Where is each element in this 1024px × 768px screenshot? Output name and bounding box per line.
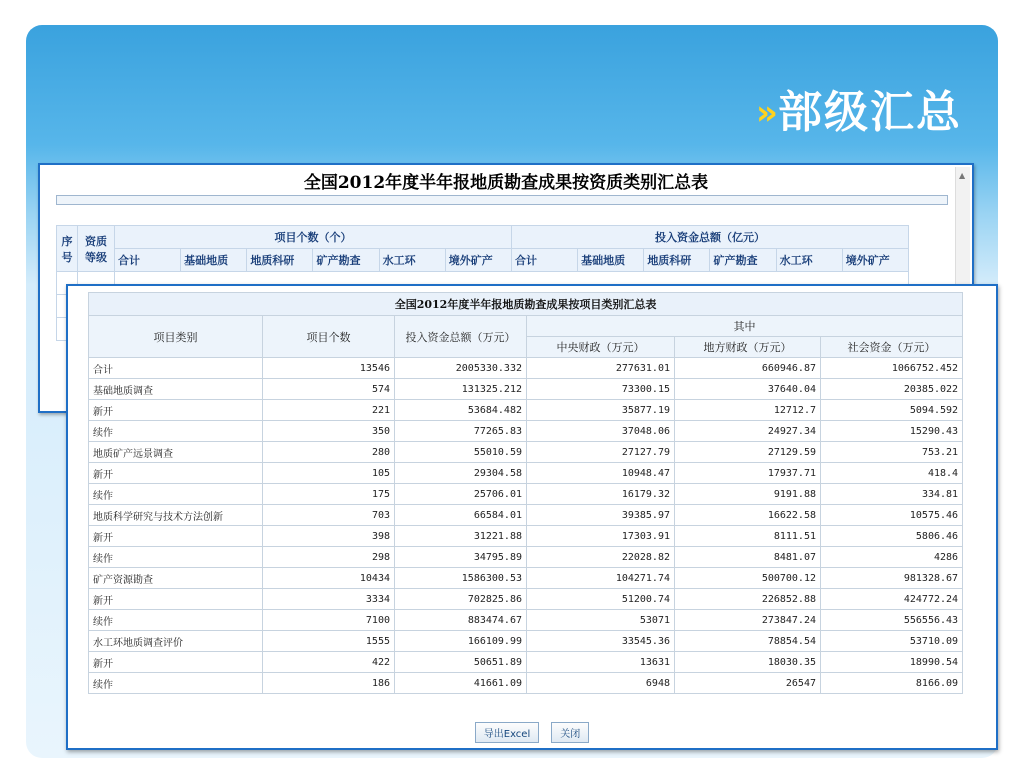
back-toolbar-bar — [56, 195, 948, 205]
total-cell: 702825.86 — [395, 589, 527, 610]
total-cell: 77265.83 — [395, 421, 527, 442]
count-sub-header: 基础地质 — [181, 249, 247, 272]
funds-sub-header: 矿产勘查 — [710, 249, 776, 272]
table-row — [89, 568, 963, 589]
table-row — [89, 442, 963, 463]
funds-sub-header: 合计 — [512, 249, 578, 272]
count-header: 项目个数 — [263, 316, 395, 358]
back-sub-header-row — [57, 249, 909, 272]
category-cell: 续作 — [89, 484, 263, 505]
social-cell: 556556.43 — [821, 610, 963, 631]
total-cell: 2005330.332 — [395, 358, 527, 379]
total-cell: 29304.58 — [395, 463, 527, 484]
social-header: 社会资金（万元） — [821, 337, 963, 358]
local-cell: 24927.34 — [675, 421, 821, 442]
count-cell: 350 — [263, 421, 395, 442]
local-cell: 16622.58 — [675, 505, 821, 526]
total-cell: 41661.09 — [395, 673, 527, 694]
central-cell: 17303.91 — [527, 526, 675, 547]
social-cell: 5806.46 — [821, 526, 963, 547]
table-row — [89, 484, 963, 505]
table-row — [89, 526, 963, 547]
count-cell: 398 — [263, 526, 395, 547]
total-cell: 34795.89 — [395, 547, 527, 568]
local-cell: 9191.88 — [675, 484, 821, 505]
category-cell: 新开 — [89, 463, 263, 484]
table-row — [89, 631, 963, 652]
social-cell: 15290.43 — [821, 421, 963, 442]
local-cell: 273847.24 — [675, 610, 821, 631]
funds-sub-header: 水工环 — [776, 249, 842, 272]
count-cell: 280 — [263, 442, 395, 463]
of-which-header: 其中 — [527, 316, 963, 337]
local-cell: 226852.88 — [675, 589, 821, 610]
front-table-body — [89, 358, 963, 694]
social-cell: 18990.54 — [821, 652, 963, 673]
slide-title-text: 部级汇总 — [778, 87, 962, 138]
total-cell: 166109.99 — [395, 631, 527, 652]
social-cell: 4286 — [821, 547, 963, 568]
funds-sub-header: 境外矿产 — [842, 249, 908, 272]
close-button[interactable]: 关闭 — [551, 722, 589, 743]
table-row — [89, 379, 963, 400]
scroll-up-icon[interactable]: ▲ — [959, 171, 966, 180]
central-cell: 73300.15 — [527, 379, 675, 400]
category-cell: 基础地质调查 — [89, 379, 263, 400]
table-row — [89, 421, 963, 442]
category-cell: 矿产资源勘查 — [89, 568, 263, 589]
chevron-icon: » — [756, 93, 772, 133]
local-cell: 8111.51 — [675, 526, 821, 547]
count-cell: 3334 — [263, 589, 395, 610]
funds-sub-header: 地质科研 — [644, 249, 710, 272]
local-cell: 12712.7 — [675, 400, 821, 421]
central-cell: 27127.79 — [527, 442, 675, 463]
count-sub-header: 矿产勘查 — [313, 249, 379, 272]
social-cell: 1066752.452 — [821, 358, 963, 379]
category-cell: 新开 — [89, 589, 263, 610]
table-row — [89, 652, 963, 673]
grade-header: 资质等级 — [78, 226, 115, 272]
local-cell: 660946.87 — [675, 358, 821, 379]
category-cell: 续作 — [89, 673, 263, 694]
seq-header: 序号 — [57, 226, 78, 272]
central-cell: 53071 — [527, 610, 675, 631]
local-cell: 27129.59 — [675, 442, 821, 463]
count-sub-header: 水工环 — [379, 249, 445, 272]
category-cell: 水工环地质调查评价 — [89, 631, 263, 652]
total-cell: 131325.212 — [395, 379, 527, 400]
category-header: 项目类别 — [89, 316, 263, 358]
central-cell: 104271.74 — [527, 568, 675, 589]
central-cell: 13631 — [527, 652, 675, 673]
category-cell: 合计 — [89, 358, 263, 379]
central-cell: 51200.74 — [527, 589, 675, 610]
count-cell: 10434 — [263, 568, 395, 589]
category-cell: 地质科学研究与技术方法创新 — [89, 505, 263, 526]
table-row — [89, 610, 963, 631]
central-cell: 35877.19 — [527, 400, 675, 421]
count-cell: 422 — [263, 652, 395, 673]
local-cell: 500700.12 — [675, 568, 821, 589]
button-bar — [68, 722, 996, 743]
social-cell: 10575.46 — [821, 505, 963, 526]
local-cell: 37640.04 — [675, 379, 821, 400]
total-funds-header: 投入资金总额（万元） — [395, 316, 527, 358]
front-report-window — [66, 284, 998, 750]
social-cell: 418.4 — [821, 463, 963, 484]
local-cell: 18030.35 — [675, 652, 821, 673]
count-cell: 7100 — [263, 610, 395, 631]
central-cell: 277631.01 — [527, 358, 675, 379]
local-cell: 17937.71 — [675, 463, 821, 484]
count-cell: 13546 — [263, 358, 395, 379]
social-cell: 334.81 — [821, 484, 963, 505]
export-excel-button[interactable]: 导出Excel — [475, 722, 540, 743]
table-row — [89, 547, 963, 568]
total-cell: 883474.67 — [395, 610, 527, 631]
category-cell: 地质矿产远景调查 — [89, 442, 263, 463]
total-cell: 25706.01 — [395, 484, 527, 505]
total-cell: 31221.88 — [395, 526, 527, 547]
central-cell: 22028.82 — [527, 547, 675, 568]
count-group-header: 项目个数（个） — [115, 226, 512, 249]
count-cell: 175 — [263, 484, 395, 505]
total-cell: 53684.482 — [395, 400, 527, 421]
table-row — [89, 463, 963, 484]
count-cell: 703 — [263, 505, 395, 526]
social-cell: 20385.022 — [821, 379, 963, 400]
total-cell: 1586300.53 — [395, 568, 527, 589]
local-cell: 26547 — [675, 673, 821, 694]
table-row — [89, 358, 963, 379]
local-cell: 78854.54 — [675, 631, 821, 652]
table-row — [89, 589, 963, 610]
count-cell: 298 — [263, 547, 395, 568]
social-cell: 753.21 — [821, 442, 963, 463]
back-report-title: 全国2012年度半年报地质勘查成果按资质类别汇总表 — [303, 173, 709, 193]
table-row — [89, 400, 963, 421]
local-cell: 8481.07 — [675, 547, 821, 568]
funds-sub-header: 基础地质 — [578, 249, 644, 272]
count-sub-header: 境外矿产 — [445, 249, 511, 272]
central-cell: 6948 — [527, 673, 675, 694]
social-cell: 53710.09 — [821, 631, 963, 652]
front-report-title: 全国2012年度半年报地质勘查成果按项目类别汇总表 — [89, 293, 963, 316]
table-row — [89, 673, 963, 694]
count-cell: 1555 — [263, 631, 395, 652]
slide-title — [756, 76, 962, 140]
central-cell: 10948.47 — [527, 463, 675, 484]
category-cell: 续作 — [89, 547, 263, 568]
social-cell: 5094.592 — [821, 400, 963, 421]
count-sub-header: 合计 — [115, 249, 181, 272]
category-cell: 新开 — [89, 526, 263, 547]
central-cell: 16179.32 — [527, 484, 675, 505]
social-cell: 8166.09 — [821, 673, 963, 694]
count-sub-header: 地质科研 — [247, 249, 313, 272]
central-header: 中央财政（万元） — [527, 337, 675, 358]
funds-group-header: 投入资金总额（亿元） — [512, 226, 909, 249]
total-cell: 66584.01 — [395, 505, 527, 526]
total-cell: 50651.89 — [395, 652, 527, 673]
local-header: 地方财政（万元） — [675, 337, 821, 358]
category-cell: 新开 — [89, 400, 263, 421]
category-cell: 续作 — [89, 421, 263, 442]
project-category-table — [88, 292, 963, 694]
count-cell: 105 — [263, 463, 395, 484]
central-cell: 37048.06 — [527, 421, 675, 442]
category-cell: 续作 — [89, 610, 263, 631]
count-cell: 221 — [263, 400, 395, 421]
social-cell: 981328.67 — [821, 568, 963, 589]
central-cell: 39385.97 — [527, 505, 675, 526]
total-cell: 55010.59 — [395, 442, 527, 463]
category-cell: 新开 — [89, 652, 263, 673]
social-cell: 424772.24 — [821, 589, 963, 610]
table-row — [89, 505, 963, 526]
central-cell: 33545.36 — [527, 631, 675, 652]
count-cell: 574 — [263, 379, 395, 400]
count-cell: 186 — [263, 673, 395, 694]
